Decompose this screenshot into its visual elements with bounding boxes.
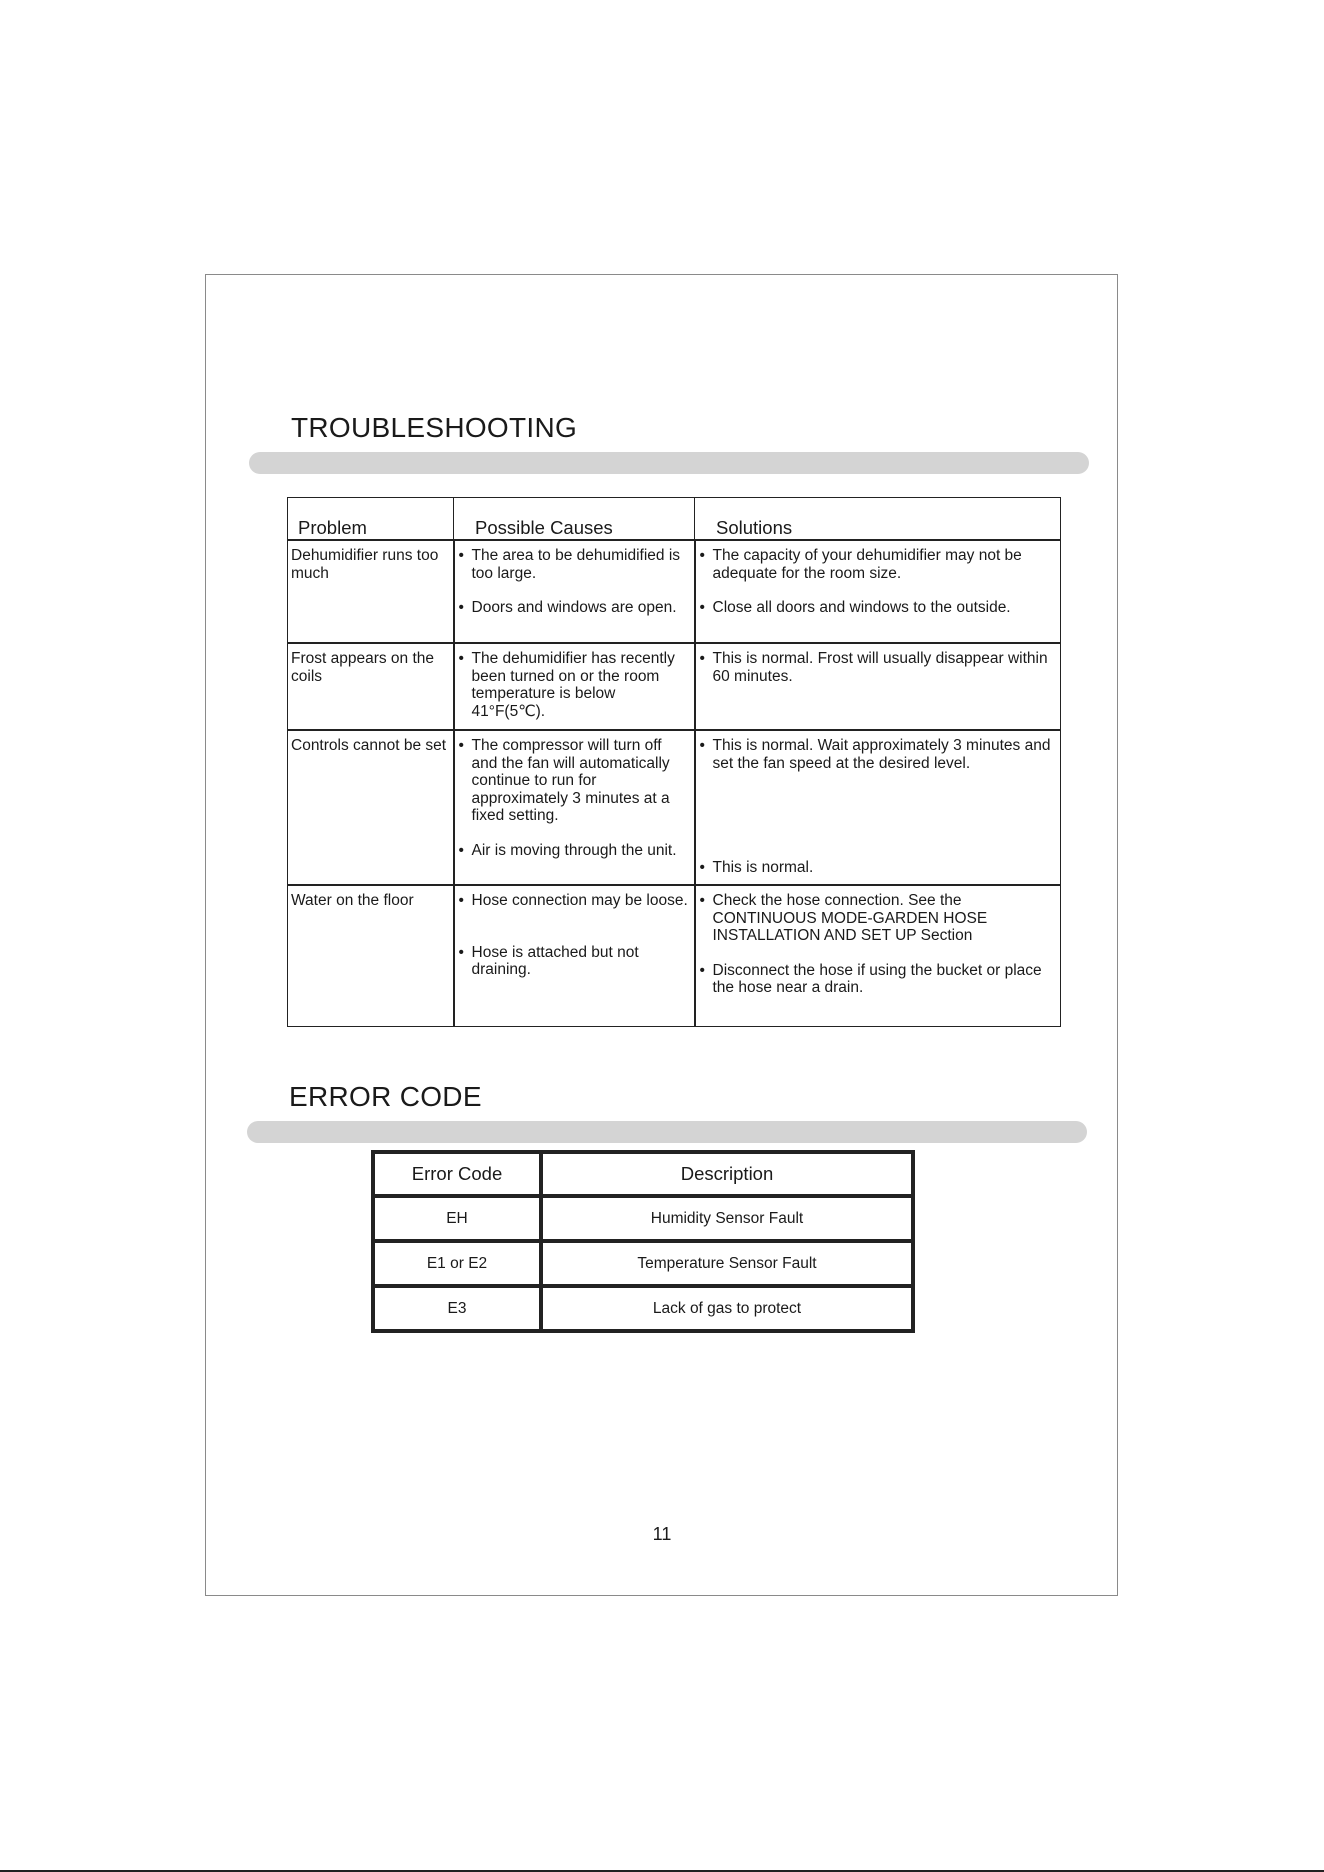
table-row [373,1196,913,1241]
description-cell: Temperature Sensor Fault [541,1241,913,1286]
cause-text: Hose is attached but not draining. [471,943,639,978]
list-item [699,599,1057,617]
error-code-cell: E1 or E2 [373,1241,541,1286]
error-code-column-header: Error Code [373,1152,541,1196]
list-item [699,892,1057,945]
bullet-icon: • [458,841,464,859]
list-item [699,737,1057,772]
solutions-cell [695,540,1061,643]
bullet-icon: • [458,547,464,564]
solution-text: The capacity of your dehumidifier may not be adequate for the room size. [712,547,1022,582]
page-number: 11 [652,1524,672,1544]
cause-text: Hose connection may be loose. [471,892,688,909]
list-item [458,842,690,860]
bullet-icon: • [458,650,464,667]
solution-text: This is normal. Frost will usually disappear within 60 minutes. [712,650,1048,685]
solution-text: Check the hose connection. See the CONTINUOUS MODE-GARDEN HOSE INSTALLATION AND SET UP Section [712,892,988,944]
list-item [458,547,690,582]
cause-text: The compressor will turn off and the fan will automatically continue to run for approximately 3 minutes at a fixed setting. [471,737,670,824]
troubleshooting-header-row [288,498,1061,541]
solution-text: This is normal. [712,859,814,876]
table-row [288,885,1061,1026]
list-item [458,737,690,825]
cause-text: Doors and windows are open. [471,599,677,616]
problem-cell: Water on the floor [288,885,454,1026]
bullet-icon: • [699,892,705,909]
problem-cell: Dehumidifier runs too much [288,540,454,643]
bullet-icon: • [699,859,705,876]
error-code-title: ERROR CODE [289,1081,482,1112]
table-row [373,1241,913,1286]
cause-text: Air is moving through the unit. [471,841,677,859]
problem-column-header: Problem [288,498,454,541]
list-item [699,962,1057,997]
solutions-cell [695,643,1061,730]
error-code-header-row [373,1152,913,1196]
list-item [699,859,1057,877]
bullet-icon: • [458,737,464,754]
list-item [699,547,1057,582]
causes-cell [454,540,695,643]
solutions-cell [695,730,1061,885]
cause-text: The area to be dehumidified is too large. [471,547,681,582]
causes-cell [454,885,695,1026]
table-row [288,540,1061,643]
causes-cell [454,643,695,730]
solutions-column-header: Solutions [695,498,1061,541]
bullet-icon: • [458,943,464,961]
problem-cell: Controls cannot be set [288,730,454,885]
solution-text: This is normal. Wait approximately 3 minutes and set the fan speed at the desired level. [712,737,1051,772]
bullet-icon: • [458,892,464,909]
solutions-cell [695,885,1061,1026]
error-code-cell: EH [373,1196,541,1241]
table-row [288,730,1061,885]
error-code-table [371,1150,915,1333]
solution-text: Disconnect the hose if using the bucket or place the hose near a drain. [712,961,1042,996]
bullet-icon: • [699,547,705,564]
troubleshooting-title: TROUBLESHOOTING [291,412,578,443]
cause-text: The dehumidifier has recently been turned on or the room temperature is below 41°F(5℃). [471,650,675,720]
list-item [458,944,690,979]
causes-cell [454,730,695,885]
list-item [458,650,690,720]
solution-text: Close all doors and windows to the outside. [712,599,1011,616]
causes-column-header: Possible Causes [454,498,695,541]
bullet-icon: • [699,599,705,616]
problem-cell: Frost appears on the coils [288,643,454,730]
troubleshooting-title-bar [249,452,1089,474]
table-row [288,643,1061,730]
error-code-title-bar [247,1121,1087,1143]
table-row [373,1286,913,1331]
bullet-icon: • [458,599,464,616]
description-column-header: Description [541,1152,913,1196]
description-cell: Lack of gas to protect [541,1286,913,1331]
description-cell: Humidity Sensor Fault [541,1196,913,1241]
list-item [458,599,690,617]
bullet-icon: • [699,650,705,667]
bullet-icon: • [699,737,705,754]
list-item [458,892,690,910]
bullet-icon: • [699,961,705,979]
list-item [699,650,1057,685]
error-code-cell: E3 [373,1286,541,1331]
troubleshooting-table [287,497,1061,1027]
